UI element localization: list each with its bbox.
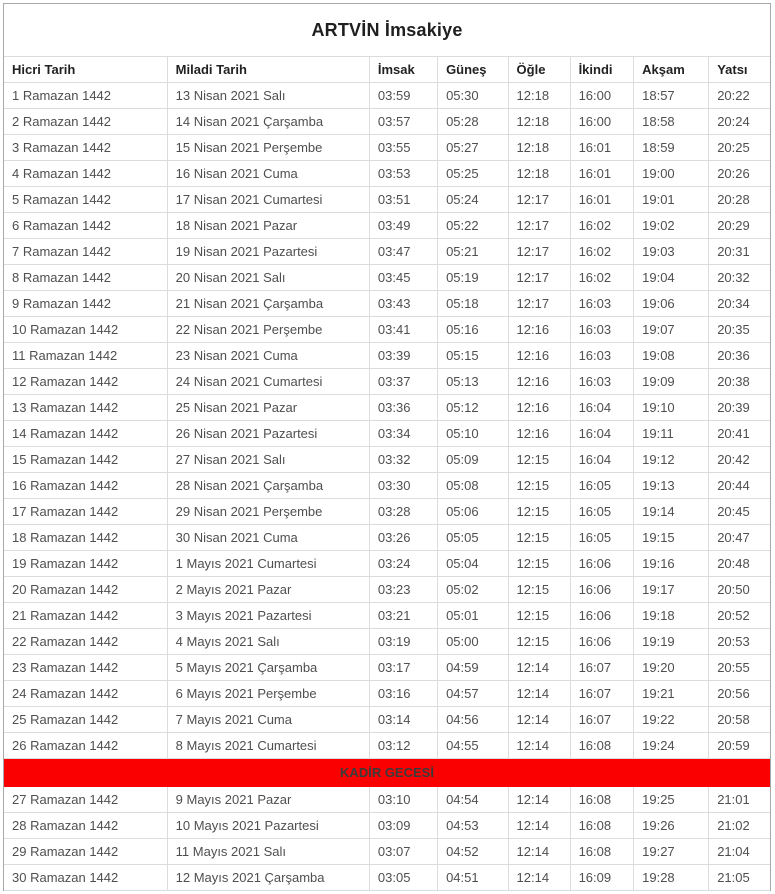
cell-imsak: 03:14 <box>369 707 437 733</box>
cell-gunes: 05:01 <box>438 603 508 629</box>
cell-miladi-tarih: 13 Nisan 2021 Salı <box>167 83 369 109</box>
page-title: ARTVİN İmsakiye <box>311 19 463 40</box>
cell-hicri-tarih: 26 Ramazan 1442 <box>4 733 167 759</box>
column-header-gunes: Güneş <box>438 57 508 83</box>
cell-ikindi: 16:07 <box>570 707 634 733</box>
cell-imsak: 03:07 <box>369 839 437 865</box>
cell-hicri-tarih: 2 Ramazan 1442 <box>4 109 167 135</box>
cell-aksam: 19:11 <box>634 421 709 447</box>
cell-aksam: 19:22 <box>634 707 709 733</box>
cell-gunes: 05:30 <box>438 83 508 109</box>
cell-imsak: 03:10 <box>369 787 437 813</box>
imsakiye-frame <box>3 3 771 891</box>
cell-imsak: 03:37 <box>369 369 437 395</box>
cell-imsak: 03:51 <box>369 187 437 213</box>
cell-yatsi: 20:41 <box>709 421 770 447</box>
cell-miladi-tarih: 15 Nisan 2021 Perşembe <box>167 135 369 161</box>
cell-miladi-tarih: 29 Nisan 2021 Perşembe <box>167 499 369 525</box>
cell-ogle: 12:17 <box>508 187 570 213</box>
cell-yatsi: 20:48 <box>709 551 770 577</box>
title-bar <box>4 4 770 57</box>
cell-aksam: 19:03 <box>634 239 709 265</box>
cell-hicri-tarih: 15 Ramazan 1442 <box>4 447 167 473</box>
table-body <box>4 83 770 891</box>
cell-imsak: 03:30 <box>369 473 437 499</box>
table-row <box>4 109 770 135</box>
cell-ogle: 12:18 <box>508 83 570 109</box>
cell-imsak: 03:32 <box>369 447 437 473</box>
cell-ikindi: 16:03 <box>570 317 634 343</box>
table-row <box>4 265 770 291</box>
cell-ogle: 12:16 <box>508 343 570 369</box>
cell-hicri-tarih: 6 Ramazan 1442 <box>4 213 167 239</box>
table-row <box>4 629 770 655</box>
cell-imsak: 03:55 <box>369 135 437 161</box>
cell-gunes: 04:54 <box>438 787 508 813</box>
cell-ogle: 12:15 <box>508 447 570 473</box>
cell-yatsi: 20:32 <box>709 265 770 291</box>
cell-yatsi: 20:28 <box>709 187 770 213</box>
cell-miladi-tarih: 11 Mayıs 2021 Salı <box>167 839 369 865</box>
cell-ikindi: 16:02 <box>570 265 634 291</box>
cell-aksam: 19:10 <box>634 395 709 421</box>
cell-aksam: 19:00 <box>634 161 709 187</box>
cell-ikindi: 16:08 <box>570 813 634 839</box>
cell-ogle: 12:17 <box>508 265 570 291</box>
cell-ikindi: 16:02 <box>570 239 634 265</box>
cell-yatsi: 20:58 <box>709 707 770 733</box>
cell-gunes: 05:21 <box>438 239 508 265</box>
cell-yatsi: 20:42 <box>709 447 770 473</box>
cell-ikindi: 16:05 <box>570 473 634 499</box>
cell-hicri-tarih: 8 Ramazan 1442 <box>4 265 167 291</box>
cell-miladi-tarih: 23 Nisan 2021 Cuma <box>167 343 369 369</box>
cell-ogle: 12:18 <box>508 161 570 187</box>
cell-hicri-tarih: 23 Ramazan 1442 <box>4 655 167 681</box>
cell-imsak: 03:36 <box>369 395 437 421</box>
cell-gunes: 04:51 <box>438 865 508 891</box>
cell-ikindi: 16:04 <box>570 395 634 421</box>
cell-gunes: 05:19 <box>438 265 508 291</box>
cell-ogle: 12:15 <box>508 499 570 525</box>
cell-hicri-tarih: 4 Ramazan 1442 <box>4 161 167 187</box>
cell-gunes: 05:09 <box>438 447 508 473</box>
cell-ogle: 12:16 <box>508 421 570 447</box>
cell-hicri-tarih: 12 Ramazan 1442 <box>4 369 167 395</box>
cell-yatsi: 20:52 <box>709 603 770 629</box>
cell-yatsi: 20:55 <box>709 655 770 681</box>
cell-ogle: 12:16 <box>508 369 570 395</box>
cell-imsak: 03:16 <box>369 681 437 707</box>
cell-miladi-tarih: 30 Nisan 2021 Cuma <box>167 525 369 551</box>
cell-miladi-tarih: 17 Nisan 2021 Cumartesi <box>167 187 369 213</box>
cell-gunes: 05:27 <box>438 135 508 161</box>
cell-hicri-tarih: 29 Ramazan 1442 <box>4 839 167 865</box>
table-row <box>4 447 770 473</box>
cell-aksam: 19:26 <box>634 813 709 839</box>
cell-gunes: 05:06 <box>438 499 508 525</box>
cell-gunes: 04:53 <box>438 813 508 839</box>
cell-ikindi: 16:00 <box>570 109 634 135</box>
cell-imsak: 03:47 <box>369 239 437 265</box>
cell-ikindi: 16:06 <box>570 551 634 577</box>
cell-miladi-tarih: 8 Mayıs 2021 Cumartesi <box>167 733 369 759</box>
cell-miladi-tarih: 21 Nisan 2021 Çarşamba <box>167 291 369 317</box>
cell-gunes: 05:10 <box>438 421 508 447</box>
cell-ogle: 12:14 <box>508 839 570 865</box>
cell-hicri-tarih: 16 Ramazan 1442 <box>4 473 167 499</box>
cell-hicri-tarih: 1 Ramazan 1442 <box>4 83 167 109</box>
cell-hicri-tarih: 22 Ramazan 1442 <box>4 629 167 655</box>
table-row <box>4 421 770 447</box>
cell-gunes: 05:08 <box>438 473 508 499</box>
cell-miladi-tarih: 1 Mayıs 2021 Cumartesi <box>167 551 369 577</box>
cell-aksam: 18:59 <box>634 135 709 161</box>
table-row <box>4 865 770 891</box>
cell-miladi-tarih: 16 Nisan 2021 Cuma <box>167 161 369 187</box>
cell-ogle: 12:14 <box>508 707 570 733</box>
cell-imsak: 03:59 <box>369 83 437 109</box>
cell-hicri-tarih: 20 Ramazan 1442 <box>4 577 167 603</box>
cell-ogle: 12:15 <box>508 473 570 499</box>
cell-yatsi: 20:31 <box>709 239 770 265</box>
cell-miladi-tarih: 25 Nisan 2021 Pazar <box>167 395 369 421</box>
cell-aksam: 19:02 <box>634 213 709 239</box>
cell-imsak: 03:12 <box>369 733 437 759</box>
cell-yatsi: 20:25 <box>709 135 770 161</box>
cell-aksam: 18:58 <box>634 109 709 135</box>
cell-ikindi: 16:08 <box>570 787 634 813</box>
table-row <box>4 213 770 239</box>
table-row <box>4 239 770 265</box>
cell-miladi-tarih: 6 Mayıs 2021 Perşembe <box>167 681 369 707</box>
cell-aksam: 18:57 <box>634 83 709 109</box>
cell-ikindi: 16:01 <box>570 187 634 213</box>
cell-gunes: 05:16 <box>438 317 508 343</box>
table-row <box>4 525 770 551</box>
cell-aksam: 19:14 <box>634 499 709 525</box>
cell-ogle: 12:14 <box>508 733 570 759</box>
cell-miladi-tarih: 24 Nisan 2021 Cumartesi <box>167 369 369 395</box>
cell-hicri-tarih: 13 Ramazan 1442 <box>4 395 167 421</box>
cell-imsak: 03:53 <box>369 161 437 187</box>
table-row <box>4 135 770 161</box>
cell-miladi-tarih: 14 Nisan 2021 Çarşamba <box>167 109 369 135</box>
cell-imsak: 03:24 <box>369 551 437 577</box>
cell-ikindi: 16:08 <box>570 839 634 865</box>
cell-ikindi: 16:05 <box>570 525 634 551</box>
cell-miladi-tarih: 5 Mayıs 2021 Çarşamba <box>167 655 369 681</box>
table-row <box>4 83 770 109</box>
cell-ikindi: 16:03 <box>570 291 634 317</box>
table-row <box>4 813 770 839</box>
cell-imsak: 03:17 <box>369 655 437 681</box>
cell-miladi-tarih: 3 Mayıs 2021 Pazartesi <box>167 603 369 629</box>
cell-hicri-tarih: 18 Ramazan 1442 <box>4 525 167 551</box>
cell-gunes: 05:05 <box>438 525 508 551</box>
cell-miladi-tarih: 19 Nisan 2021 Pazartesi <box>167 239 369 265</box>
cell-yatsi: 20:39 <box>709 395 770 421</box>
cell-hicri-tarih: 3 Ramazan 1442 <box>4 135 167 161</box>
table-row <box>4 787 770 813</box>
cell-imsak: 03:45 <box>369 265 437 291</box>
cell-imsak: 03:49 <box>369 213 437 239</box>
cell-hicri-tarih: 10 Ramazan 1442 <box>4 317 167 343</box>
cell-imsak: 03:41 <box>369 317 437 343</box>
cell-yatsi: 20:53 <box>709 629 770 655</box>
cell-gunes: 04:55 <box>438 733 508 759</box>
cell-ogle: 12:16 <box>508 317 570 343</box>
cell-aksam: 19:01 <box>634 187 709 213</box>
table-row <box>4 343 770 369</box>
table-row <box>4 577 770 603</box>
cell-ikindi: 16:06 <box>570 629 634 655</box>
cell-aksam: 19:19 <box>634 629 709 655</box>
table-row <box>4 603 770 629</box>
cell-miladi-tarih: 12 Mayıs 2021 Çarşamba <box>167 865 369 891</box>
cell-aksam: 19:06 <box>634 291 709 317</box>
cell-miladi-tarih: 27 Nisan 2021 Salı <box>167 447 369 473</box>
cell-yatsi: 21:05 <box>709 865 770 891</box>
cell-gunes: 04:52 <box>438 839 508 865</box>
table-row <box>4 551 770 577</box>
column-header-ogle: Öğle <box>508 57 570 83</box>
cell-ikindi: 16:08 <box>570 733 634 759</box>
cell-yatsi: 20:59 <box>709 733 770 759</box>
table-row <box>4 499 770 525</box>
cell-imsak: 03:34 <box>369 421 437 447</box>
cell-yatsi: 21:01 <box>709 787 770 813</box>
cell-miladi-tarih: 10 Mayıs 2021 Pazartesi <box>167 813 369 839</box>
cell-yatsi: 21:02 <box>709 813 770 839</box>
cell-yatsi: 20:34 <box>709 291 770 317</box>
column-header-imsak: İmsak <box>369 57 437 83</box>
cell-ikindi: 16:04 <box>570 447 634 473</box>
cell-gunes: 05:04 <box>438 551 508 577</box>
cell-ikindi: 16:05 <box>570 499 634 525</box>
cell-ikindi: 16:06 <box>570 577 634 603</box>
cell-hicri-tarih: 24 Ramazan 1442 <box>4 681 167 707</box>
cell-ikindi: 16:02 <box>570 213 634 239</box>
column-header-hicri-tarih: Hicri Tarih <box>4 57 167 83</box>
cell-ikindi: 16:07 <box>570 655 634 681</box>
cell-hicri-tarih: 14 Ramazan 1442 <box>4 421 167 447</box>
cell-yatsi: 20:26 <box>709 161 770 187</box>
column-header-ikindi: İkindi <box>570 57 634 83</box>
cell-miladi-tarih: 28 Nisan 2021 Çarşamba <box>167 473 369 499</box>
cell-gunes: 04:56 <box>438 707 508 733</box>
cell-aksam: 19:16 <box>634 551 709 577</box>
cell-miladi-tarih: 9 Mayıs 2021 Pazar <box>167 787 369 813</box>
cell-aksam: 19:27 <box>634 839 709 865</box>
cell-gunes: 04:57 <box>438 681 508 707</box>
cell-yatsi: 20:35 <box>709 317 770 343</box>
table-row <box>4 707 770 733</box>
table-row <box>4 161 770 187</box>
cell-aksam: 19:04 <box>634 265 709 291</box>
cell-ikindi: 16:09 <box>570 865 634 891</box>
cell-gunes: 05:02 <box>438 577 508 603</box>
header-row <box>4 57 770 83</box>
cell-aksam: 19:28 <box>634 865 709 891</box>
table-row <box>4 291 770 317</box>
cell-yatsi: 21:04 <box>709 839 770 865</box>
cell-ogle: 12:14 <box>508 787 570 813</box>
cell-gunes: 05:12 <box>438 395 508 421</box>
cell-imsak: 03:28 <box>369 499 437 525</box>
column-header-yatsi: Yatsı <box>709 57 770 83</box>
cell-ikindi: 16:06 <box>570 603 634 629</box>
cell-ikindi: 16:01 <box>570 161 634 187</box>
cell-aksam: 19:07 <box>634 317 709 343</box>
cell-gunes: 05:24 <box>438 187 508 213</box>
cell-yatsi: 20:36 <box>709 343 770 369</box>
cell-hicri-tarih: 7 Ramazan 1442 <box>4 239 167 265</box>
cell-aksam: 19:17 <box>634 577 709 603</box>
cell-miladi-tarih: 20 Nisan 2021 Salı <box>167 265 369 291</box>
cell-aksam: 19:13 <box>634 473 709 499</box>
cell-yatsi: 20:38 <box>709 369 770 395</box>
cell-yatsi: 20:45 <box>709 499 770 525</box>
cell-imsak: 03:21 <box>369 603 437 629</box>
cell-aksam: 19:18 <box>634 603 709 629</box>
cell-aksam: 19:21 <box>634 681 709 707</box>
cell-gunes: 05:28 <box>438 109 508 135</box>
table-row <box>4 187 770 213</box>
cell-aksam: 19:20 <box>634 655 709 681</box>
kadir-gecesi-banner-row <box>4 759 770 787</box>
cell-yatsi: 20:56 <box>709 681 770 707</box>
cell-imsak: 03:19 <box>369 629 437 655</box>
cell-imsak: 03:23 <box>369 577 437 603</box>
cell-ogle: 12:15 <box>508 525 570 551</box>
cell-gunes: 05:22 <box>438 213 508 239</box>
cell-yatsi: 20:50 <box>709 577 770 603</box>
cell-hicri-tarih: 5 Ramazan 1442 <box>4 187 167 213</box>
cell-miladi-tarih: 2 Mayıs 2021 Pazar <box>167 577 369 603</box>
kadir-gecesi-banner-label: KADİR GECESİ <box>4 759 770 787</box>
cell-ogle: 12:17 <box>508 213 570 239</box>
table-row <box>4 473 770 499</box>
cell-hicri-tarih: 27 Ramazan 1442 <box>4 787 167 813</box>
cell-hicri-tarih: 30 Ramazan 1442 <box>4 865 167 891</box>
cell-ogle: 12:17 <box>508 239 570 265</box>
table-row <box>4 369 770 395</box>
cell-yatsi: 20:22 <box>709 83 770 109</box>
table-row <box>4 655 770 681</box>
cell-imsak: 03:57 <box>369 109 437 135</box>
table-row <box>4 681 770 707</box>
cell-yatsi: 20:24 <box>709 109 770 135</box>
cell-imsak: 03:05 <box>369 865 437 891</box>
cell-miladi-tarih: 26 Nisan 2021 Pazartesi <box>167 421 369 447</box>
cell-aksam: 19:15 <box>634 525 709 551</box>
cell-ogle: 12:18 <box>508 109 570 135</box>
cell-hicri-tarih: 9 Ramazan 1442 <box>4 291 167 317</box>
cell-aksam: 19:08 <box>634 343 709 369</box>
cell-ogle: 12:17 <box>508 291 570 317</box>
cell-imsak: 03:26 <box>369 525 437 551</box>
cell-miladi-tarih: 7 Mayıs 2021 Cuma <box>167 707 369 733</box>
cell-ikindi: 16:01 <box>570 135 634 161</box>
cell-imsak: 03:43 <box>369 291 437 317</box>
cell-ikindi: 16:03 <box>570 369 634 395</box>
cell-gunes: 05:25 <box>438 161 508 187</box>
cell-miladi-tarih: 4 Mayıs 2021 Salı <box>167 629 369 655</box>
cell-gunes: 05:13 <box>438 369 508 395</box>
cell-aksam: 19:25 <box>634 787 709 813</box>
cell-ogle: 12:14 <box>508 655 570 681</box>
cell-ogle: 12:15 <box>508 629 570 655</box>
table-row <box>4 317 770 343</box>
cell-hicri-tarih: 25 Ramazan 1442 <box>4 707 167 733</box>
cell-yatsi: 20:47 <box>709 525 770 551</box>
cell-hicri-tarih: 19 Ramazan 1442 <box>4 551 167 577</box>
cell-hicri-tarih: 11 Ramazan 1442 <box>4 343 167 369</box>
cell-aksam: 19:09 <box>634 369 709 395</box>
cell-yatsi: 20:29 <box>709 213 770 239</box>
column-header-aksam: Akşam <box>634 57 709 83</box>
cell-ogle: 12:15 <box>508 551 570 577</box>
cell-imsak: 03:09 <box>369 813 437 839</box>
cell-hicri-tarih: 28 Ramazan 1442 <box>4 813 167 839</box>
cell-gunes: 05:18 <box>438 291 508 317</box>
cell-ogle: 12:18 <box>508 135 570 161</box>
cell-hicri-tarih: 17 Ramazan 1442 <box>4 499 167 525</box>
cell-ikindi: 16:04 <box>570 421 634 447</box>
cell-ogle: 12:14 <box>508 681 570 707</box>
cell-miladi-tarih: 18 Nisan 2021 Pazar <box>167 213 369 239</box>
table-row <box>4 395 770 421</box>
table-row <box>4 733 770 759</box>
cell-ikindi: 16:03 <box>570 343 634 369</box>
cell-yatsi: 20:44 <box>709 473 770 499</box>
cell-gunes: 05:15 <box>438 343 508 369</box>
cell-hicri-tarih: 21 Ramazan 1442 <box>4 603 167 629</box>
cell-ogle: 12:15 <box>508 577 570 603</box>
cell-gunes: 05:00 <box>438 629 508 655</box>
column-header-miladi-tarih: Miladi Tarih <box>167 57 369 83</box>
cell-ogle: 12:14 <box>508 865 570 891</box>
cell-aksam: 19:12 <box>634 447 709 473</box>
imsakiye-table <box>4 57 770 891</box>
cell-ikindi: 16:07 <box>570 681 634 707</box>
cell-ikindi: 16:00 <box>570 83 634 109</box>
cell-ogle: 12:14 <box>508 813 570 839</box>
cell-ogle: 12:16 <box>508 395 570 421</box>
cell-miladi-tarih: 22 Nisan 2021 Perşembe <box>167 317 369 343</box>
table-row <box>4 839 770 865</box>
cell-ogle: 12:15 <box>508 603 570 629</box>
cell-imsak: 03:39 <box>369 343 437 369</box>
cell-aksam: 19:24 <box>634 733 709 759</box>
cell-gunes: 04:59 <box>438 655 508 681</box>
